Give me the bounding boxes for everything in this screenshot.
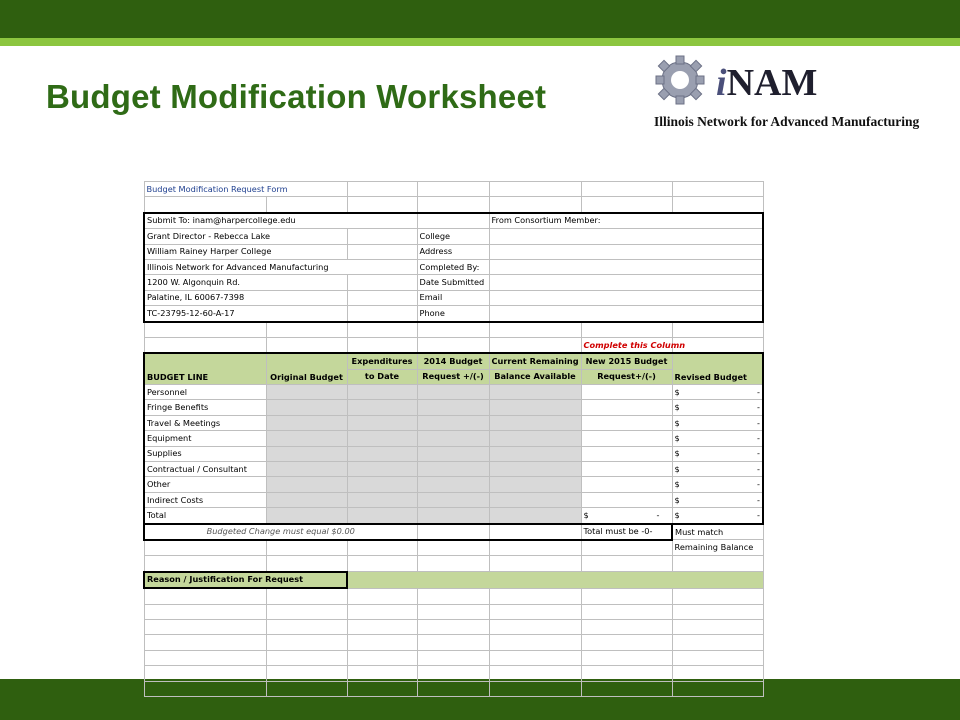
- member-field-label: College: [417, 229, 489, 244]
- revised-budget-cell: $ -: [672, 492, 763, 507]
- budget-modification-form: [143, 181, 764, 697]
- must-match-note: Must match: [672, 524, 763, 540]
- member-field-label: Phone: [417, 306, 489, 322]
- budget-line-label: Equipment: [144, 431, 266, 446]
- college-input[interactable]: [489, 229, 763, 244]
- header-remaining: Current Remaining: [489, 353, 581, 369]
- expenditures-cell[interactable]: [347, 400, 417, 415]
- request-2014-cell[interactable]: [417, 400, 489, 415]
- expenditures-cell[interactable]: [347, 477, 417, 492]
- table-row: [144, 400, 763, 415]
- original-budget-cell[interactable]: [266, 400, 347, 415]
- budget-line-label: Personnel: [144, 385, 266, 400]
- table-row: [144, 415, 763, 430]
- remaining-cell[interactable]: [489, 400, 581, 415]
- remaining-cell[interactable]: [489, 415, 581, 430]
- revised-budget-cell: $ -: [672, 477, 763, 492]
- header-budget-line: BUDGET LINE: [144, 353, 266, 384]
- table-row: [144, 477, 763, 492]
- logo-wordmark: iNAM: [716, 62, 818, 104]
- request-2015-input[interactable]: [581, 492, 672, 507]
- revised-budget-cell: $ -: [672, 431, 763, 446]
- phone-input[interactable]: [489, 306, 763, 322]
- header-expenditures: Expenditures: [347, 353, 417, 369]
- header-expenditures-2: to Date: [347, 369, 417, 384]
- total-2015-cell: $ -: [581, 508, 672, 524]
- request-2014-cell[interactable]: [417, 431, 489, 446]
- revised-budget-cell: $ -: [672, 385, 763, 400]
- original-budget-cell[interactable]: [266, 415, 347, 430]
- logo-tagline: Illinois Network for Advanced Manufacturing: [654, 114, 920, 129]
- expenditures-cell[interactable]: [347, 431, 417, 446]
- expenditures-cell[interactable]: [347, 492, 417, 507]
- address-line: Palatine, IL 60067-7398: [144, 290, 347, 305]
- member-field-label: Date Submitted: [417, 275, 489, 290]
- budget-line-label: Indirect Costs: [144, 492, 266, 507]
- request-2015-input[interactable]: [581, 446, 672, 461]
- address-line: Grant Director - Rebecca Lake: [144, 229, 347, 244]
- header-2014-request-2: Request +/(-): [417, 369, 489, 384]
- budget-line-label: Travel & Meetings: [144, 415, 266, 430]
- revised-budget-cell: $ -: [672, 446, 763, 461]
- submit-to-label: Submit To: inam@harpercollege.edu: [144, 213, 417, 229]
- table-row: [144, 462, 763, 477]
- remaining-cell[interactable]: [489, 385, 581, 400]
- reason-header-fill: [347, 572, 763, 588]
- remaining-cell[interactable]: [489, 431, 581, 446]
- header-original-budget: Original Budget: [266, 353, 347, 384]
- header-2015-request: New 2015 Budget: [581, 353, 672, 369]
- request-2014-cell[interactable]: [417, 462, 489, 477]
- remaining-cell[interactable]: [489, 446, 581, 461]
- top-banner-accent: [0, 38, 960, 46]
- original-budget-cell[interactable]: [266, 385, 347, 400]
- request-2015-input[interactable]: [581, 462, 672, 477]
- expenditures-cell[interactable]: [347, 385, 417, 400]
- original-budget-cell[interactable]: [266, 431, 347, 446]
- remaining-cell[interactable]: [489, 462, 581, 477]
- request-2014-cell[interactable]: [417, 385, 489, 400]
- budget-line-label: Fringe Benefits: [144, 400, 266, 415]
- table-row: [144, 492, 763, 507]
- original-budget-cell[interactable]: [266, 477, 347, 492]
- from-member-label: From Consortium Member:: [489, 213, 763, 229]
- expenditures-cell[interactable]: [347, 446, 417, 461]
- member-field-label: Completed By:: [417, 259, 489, 274]
- address-line: 1200 W. Algonquin Rd.: [144, 275, 347, 290]
- header-remaining-2: Balance Available: [489, 369, 581, 384]
- budget-line-label: Contractual / Consultant: [144, 462, 266, 477]
- total-label: Total: [144, 508, 266, 524]
- request-2014-cell[interactable]: [417, 415, 489, 430]
- revised-budget-cell: $ -: [672, 462, 763, 477]
- header-revised-budget: Revised Budget: [672, 353, 763, 384]
- grant-number: TC-23795-12-60-A-17: [144, 306, 347, 322]
- total-revised-cell: $ -: [672, 508, 763, 524]
- budgeted-change-note: Budgeted Change must equal $0.00: [144, 524, 417, 540]
- revised-budget-cell: $ -: [672, 400, 763, 415]
- request-2014-cell[interactable]: [417, 492, 489, 507]
- form-title: Budget Modification Request Form: [144, 182, 347, 197]
- request-2015-input[interactable]: [581, 385, 672, 400]
- expenditures-cell[interactable]: [347, 415, 417, 430]
- header-2014-request: 2014 Budget: [417, 353, 489, 369]
- expenditures-cell[interactable]: [347, 462, 417, 477]
- gear-icon: [650, 54, 712, 108]
- request-2015-input[interactable]: [581, 477, 672, 492]
- address-line: Illinois Network for Advanced Manufacturing: [144, 259, 417, 274]
- total-must-be-note: Total must be -0-: [581, 524, 672, 540]
- original-budget-cell[interactable]: [266, 492, 347, 507]
- completed-by-input[interactable]: [489, 259, 763, 274]
- request-2014-cell[interactable]: [417, 477, 489, 492]
- total-row: [144, 508, 763, 524]
- header-2015-request-2: Request+/(-): [581, 369, 672, 384]
- remaining-balance-note: Remaining Balance: [672, 540, 763, 556]
- remaining-cell[interactable]: [489, 477, 581, 492]
- address-line: William Rainey Harper College: [144, 244, 347, 259]
- table-row: [144, 385, 763, 400]
- address-input[interactable]: [489, 244, 763, 259]
- original-budget-cell[interactable]: [266, 462, 347, 477]
- request-2015-input[interactable]: [581, 400, 672, 415]
- complete-column-note: Complete this Column: [581, 337, 672, 353]
- top-banner-dark: [0, 0, 960, 38]
- reason-label: Reason / Justification For Request: [144, 572, 347, 588]
- request-2014-cell[interactable]: [417, 446, 489, 461]
- inam-logo: [648, 54, 938, 134]
- request-2015-input[interactable]: [581, 415, 672, 430]
- original-budget-cell[interactable]: [266, 446, 347, 461]
- revised-budget-cell: $ -: [672, 415, 763, 430]
- member-field-label: Email: [417, 290, 489, 305]
- email-input[interactable]: [489, 290, 763, 305]
- remaining-cell[interactable]: [489, 492, 581, 507]
- member-field-label: Address: [417, 244, 489, 259]
- table-row: [144, 431, 763, 446]
- budget-line-label: Supplies: [144, 446, 266, 461]
- table-row: [144, 446, 763, 461]
- date-submitted-input[interactable]: [489, 275, 763, 290]
- budget-line-label: Other: [144, 477, 266, 492]
- slide-title: Budget Modification Worksheet: [46, 78, 547, 115]
- request-2015-input[interactable]: [581, 431, 672, 446]
